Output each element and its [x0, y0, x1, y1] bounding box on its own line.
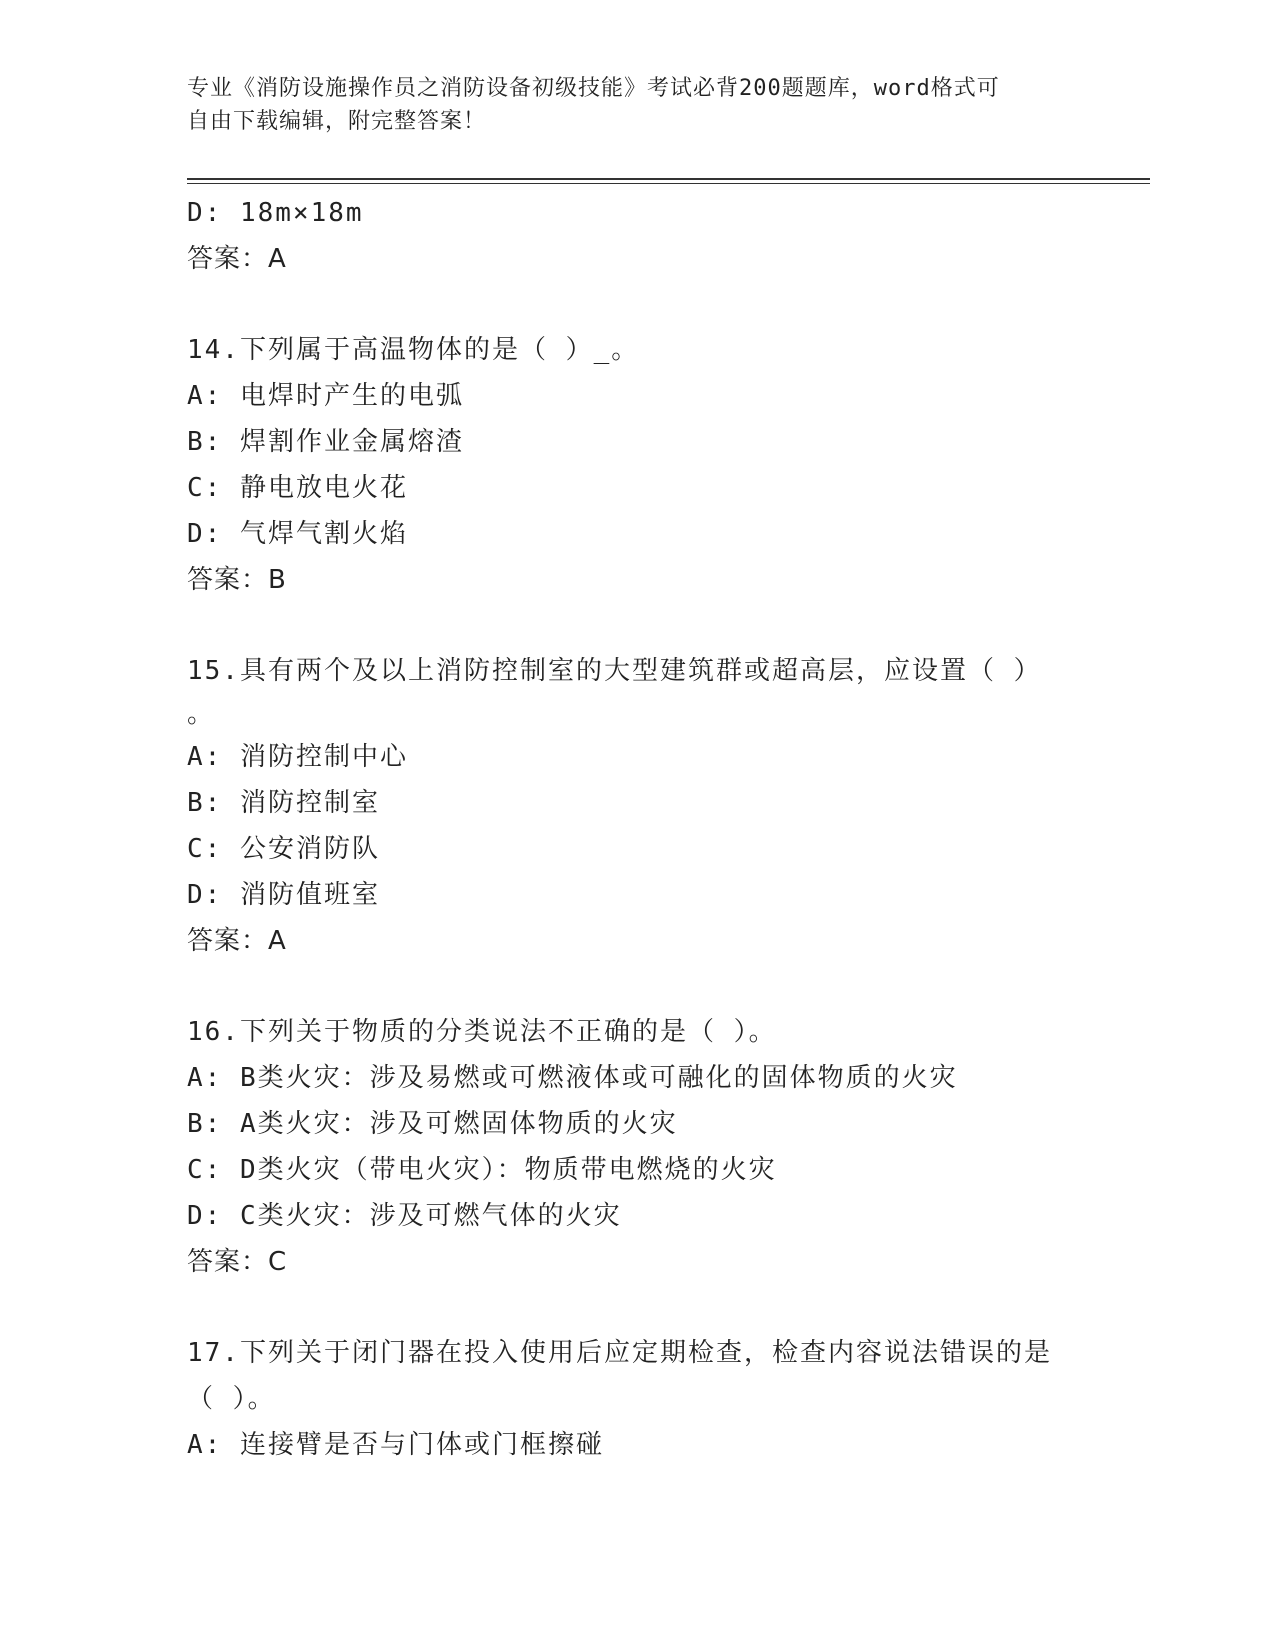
answer: 答案：C [187, 1247, 288, 1277]
spacer [187, 282, 1087, 327]
option-d: D: C类火灾：涉及可燃气体的火灾 [187, 1201, 622, 1231]
option-d: D: 气焊气割火焰 [187, 519, 408, 549]
option-a: A: 连接臂是否与门体或门框擦碰 [187, 1430, 604, 1460]
option-a: A: B类火灾：涉及易燃或可燃液体或可融化的固体物质的火灾 [187, 1063, 958, 1093]
option-a: A: 消防控制中心 [187, 742, 408, 772]
answer: 答案：B [187, 565, 287, 595]
prev-answer: 答案：A [187, 244, 287, 274]
option-d: D: 消防值班室 [187, 880, 380, 910]
option-c: C: D类火灾（带电火灾）：物质带电燃烧的火灾 [187, 1155, 777, 1185]
option-a: A: 电焊时产生的电弧 [187, 381, 464, 411]
spacer [187, 964, 1087, 1009]
question-17 [187, 1330, 1087, 1468]
question-stem: 14.下列属于高温物体的是（ ）_。 [187, 335, 640, 365]
question-15 [187, 648, 1087, 964]
question-14 [187, 327, 1087, 603]
option-b: B: A类火灾：涉及可燃固体物质的火灾 [187, 1109, 678, 1139]
header-rule-thick [187, 178, 1150, 180]
answer: 答案：A [187, 926, 287, 956]
question-stem-continued: （ ）。 [187, 1384, 276, 1414]
question-16 [187, 1009, 1087, 1285]
option-c: C: 静电放电火花 [187, 473, 408, 503]
spacer [187, 1285, 1087, 1330]
question-stem: 15.具有两个及以上消防控制室的大型建筑群或超高层，应设置（ ） [187, 656, 1042, 686]
header-line-2: 自由下载编辑，附完整答案！ [187, 109, 487, 134]
option-b: B: 消防控制室 [187, 788, 380, 818]
question-content [187, 190, 1087, 1468]
prev-option-d: D: 18m×18m [187, 198, 364, 228]
option-c: C: 公安消防队 [187, 834, 380, 864]
header-rule-thin [187, 183, 1150, 184]
question-stem: 17.下列关于闭门器在投入使用后应定期检查，检查内容说法错误的是 [187, 1338, 1052, 1368]
spacer [187, 603, 1087, 648]
header-line-1: 专业《消防设施操作员之消防设备初级技能》考试必背200题题库，word格式可 [187, 76, 1000, 101]
question-stem-continued: 。 [187, 699, 216, 729]
question-stem: 16.下列关于物质的分类说法不正确的是（ ）。 [187, 1017, 777, 1047]
option-b: B: 焊割作业金属熔渣 [187, 427, 464, 457]
document-header [187, 72, 1067, 138]
